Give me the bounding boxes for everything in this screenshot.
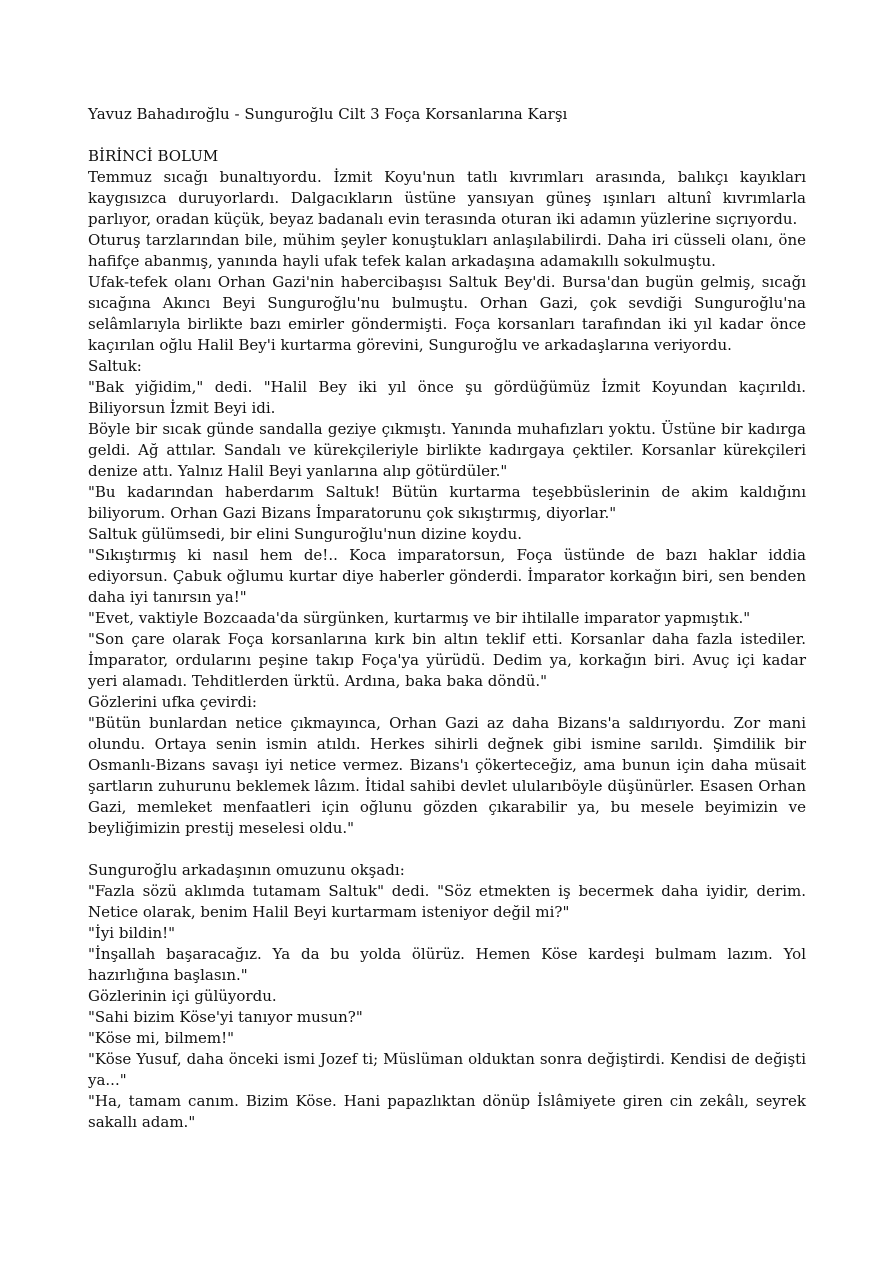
paragraph: "Bak yiğidim," dedi. "Halil Bey iki yıl önce şu gördüğümüz İzmit Koyundan kaçırıldı. Biliyorsun İzmit Beyi idi. [88,378,806,417]
paragraph: Gözlerinin içi gülüyordu. [88,987,277,1005]
paragraph: "Köse Yusuf, daha önceki ismi Jozef ti; Müslüman olduktan sonra değiştirdi. Kendisi de değişti ya..." [88,1050,806,1089]
paragraph: Gözlerini ufka çevirdi: [88,693,257,711]
paragraph-gap [88,839,806,860]
chapter-heading: BİRİNCİ BOLUM [88,147,219,165]
paragraph: Böyle bir sıcak günde sandalla geziye çıkmıştı. Yanında muhafızları yoktu. Üstüne bir kadırga geldi. Ağ attılar. Sandalı ve kürekçileriyle birlikte kadırgaya çektiler. Korsanlar kürekçileri denize attı. Yalnız Halil Beyi yanlarına alıp götürdüler." [88,420,806,480]
paragraph: Saltuk: [88,357,142,375]
paragraph: "İnşallah başaracağız. Ya da bu yolda ölürüz. Hemen Köse kardeşi bulmam lazım. Yol hazırlığına başlasın." [88,945,806,984]
paragraph: "Son çare olarak Foça korsanlarına kırk bin altın teklif etti. Korsanlar daha fazla istediler. İmparator, ordularını peşine takıp Foça'ya yürüdü. Dedim ya, korkağın biri. Avuç içi kadar yeri alamadı. Tehditlerden ürktü. Ardına, baka baka döndü." [88,630,806,690]
paragraph: "Sahi bizim Köse'yi tanıyor musun?" [88,1008,363,1026]
paragraph: "Ha, tamam canım. Bizim Köse. Hani papazlıktan dönüp İslâmiyete giren cin zekâlı, seyrek sakallı adam." [88,1092,806,1131]
paragraph: "Bütün bunlardan netice çıkmayınca, Orhan Gazi az daha Bizans'a saldırıyordu. Zor mani olundu. Ortaya senin ismin atıldı. Herkes sihirli değnek gibi ismine sarıldı. Şimdilik bir Osmanlı-Bizans savaşı iyi netice vermez. Bizans'ı çökerteceğiz, ama bunun için daha müsait şartların zuhurunu beklemek lâzım. İtidal sahibi devlet ulularıböyle düşünürler. Esasen Orhan Gazi, memleket menfaatleri için oğlunu gözden çıkarabilir ya, bu mesele beyimizin ve beyliğimizin prestij meselesi oldu." [88,714,806,837]
paragraph: "Evet, vaktiyle Bozcaada'da sürgünken, kurtarmış ve bir ihtilalle imparator yapmıştık." [88,609,751,627]
document-page [88,104,806,1133]
paragraph: Sunguroğlu arkadaşının omuzunu okşadı: [88,861,405,879]
document-title: Yavuz Bahadıroğlu - Sunguroğlu Cilt 3 Foça Korsanlarına Karşı [88,105,568,123]
paragraph: "Fazla sözü aklımda tutamam Saltuk" dedi. "Söz etmekten iş becermek daha iyidir, derim. Netice olarak, benim Halil Beyi kurtarmam isteniyor değil mi?" [88,882,806,921]
paragraph: "İyi bildin!" [88,924,176,942]
paragraph: Temmuz sıcağı bunaltıyordu. İzmit Koyu'nun tatlı kıvrımları arasında, balıkçı kayıkları kaygısızca duruyorlardı. Dalgacıkların üstüne yansıyan güneş ışınları altunî kıvrımlarla parlıyor, oradan küçük, beyaz badanalı evin terasında oturan iki adamın yüzlerine sıçrıyordu. [88,168,806,228]
paragraph: Oturuş tarzlarından bile, mühim şeyler konuştukları anlaşılabilirdi. Daha iri cüsseli olanı, öne hafifçe abanmış, yanında hayli ufak tefek kalan arkadaşına adamakıllı sokulmuştu. [88,231,806,270]
paragraph: "Bu kadarından haberdarım Saltuk! Bütün kurtarma teşebbüslerinin de akim kaldığını biliyorum. Orhan Gazi Bizans İmparatorunu çok sıkıştırmış, diyorlar." [88,483,806,522]
paragraph: "Sıkıştırmış ki nasıl hem de!.. Koca imparatorsun, Foça üstünde de bazı haklar iddia ediyorsun. Çabuk oğlumu kurtar diye haberler gönderdi. İmparator korkağın biri, sen benden daha iyi tanırsın ya!" [88,546,806,606]
paragraph: Ufak-tefek olanı Orhan Gazi'nin habercibaşısı Saltuk Bey'di. Bursa'dan bugün gelmiş, sıcağı sıcağına Akıncı Beyi Sunguroğlu'nu bulmuştu. Orhan Gazi, çok sevdiği Sunguroğlu'na selâmlarıyla birlikte bazı emirler göndermişti. Foça korsanları tarafından iki yıl kadar önce kaçırılan oğlu Halil Bey'i kurtarma görevini, Sunguroğlu ve arkadaşlarına veriyordu. [88,273,806,354]
paragraph: Saltuk gülümsedi, bir elini Sunguroğlu'nun dizine koydu. [88,525,523,543]
paragraph: "Köse mi, bilmem!" [88,1029,235,1047]
body-text [88,167,806,1133]
